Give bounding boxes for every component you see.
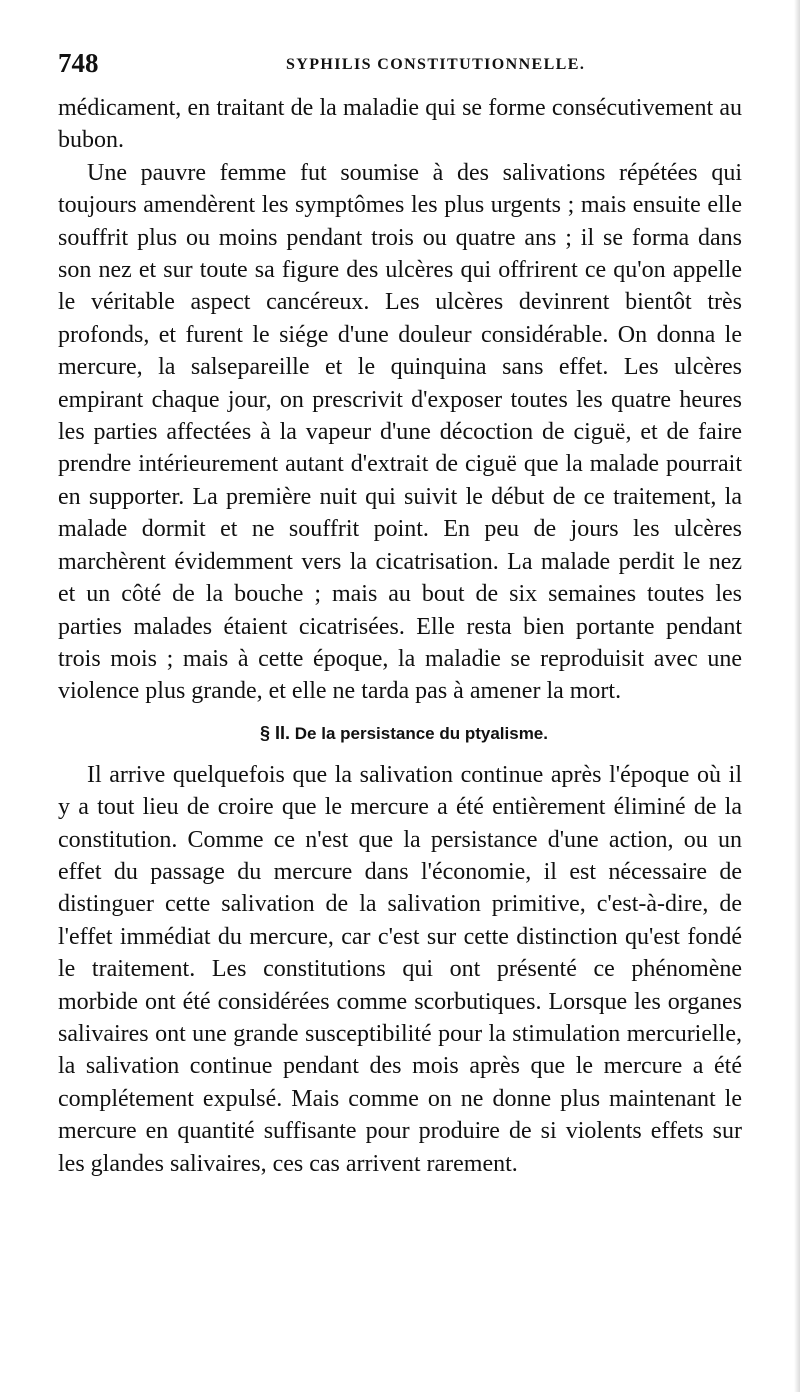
paragraph-continuation: médicament, en traitant de la maladie qui se forme consécutivement au bubon. [58,95,742,154]
text-block [58,92,742,1180]
section-number: § II. [260,722,291,743]
running-title: SYPHILIS CONSTITUTIONNELLE. [286,56,586,73]
section-title: De la persistance du ptyalisme. [294,723,548,743]
section-heading [58,718,742,749]
paragraph-ptyalism: Il arrive quelquefois que la salivation continue après l'époque où il y a tout lieu de croire que le mercure a été entièrement éliminé de la constitution. Comme ce n'est que la persistance d'une action, ou un effet du passage du mercure dans l'économie, il est nécessaire de distinguer cette salivation de la salivation primitive, c'est-à-dire, de l'effet immédiat du mercure, car c'est sur cette distinction qu'est fondé le traitement. Les constitutions qui ont présenté ce phénomène morbide ont été considérées comme scorbutiques. Lorsque les organes salivaires ont une grande susceptibilité pour la stimulation mercurielle, la salivation continue pendant des mois après que le mercure a été complétement expulsé. Mais comme on ne donne plus maintenant le mercure en quantité suffisante pour produire de si violents effets sur les glandes salivaires, ces cas arrivent rarement. [58,761,742,1177]
page-edge-shadow [794,0,800,1392]
running-head [58,48,758,78]
page-number: 748 [58,48,99,78]
paragraph-case-report: Une pauvre femme fut soumise à des salivations répétées qui toujours amendèrent les symptômes les plus urgents ; mais ensuite elle souffrit plus ou moins pendant trois ou quatre ans ; il se forma dans son nez et sur toute sa figure des ulcères qui offrirent ce qu'on appelle le véritable aspect cancéreux. Les ulcères devinrent bientôt très profonds, et furent le siége d'une douleur considérable. On donna le mercure, la salsepareille et le quinquina sans effet. Les ulcères empirant chaque jour, on prescrivit d'exposer toutes les quatre heures les parties affectées à la vapeur d'une décoction de ciguë, et de faire prendre intérieurement autant d'extrait de ciguë que la malade pourrait en supporter. La première nuit qui suivit le début de ce traitement, la malade dormit et ne souffrit point. En peu de jours les ulcères marchèrent évidemment vers la cicatrisation. La malade perdit le nez et un côté de la bouche ; mais au bout de six semaines toutes les parties malades étaient cicatrisées. Elle resta bien portante pendant trois mois ; mais à cette époque, la maladie se reproduisit avec une violence plus grande, et elle ne tarda pas à amener la mort. [58,159,742,705]
